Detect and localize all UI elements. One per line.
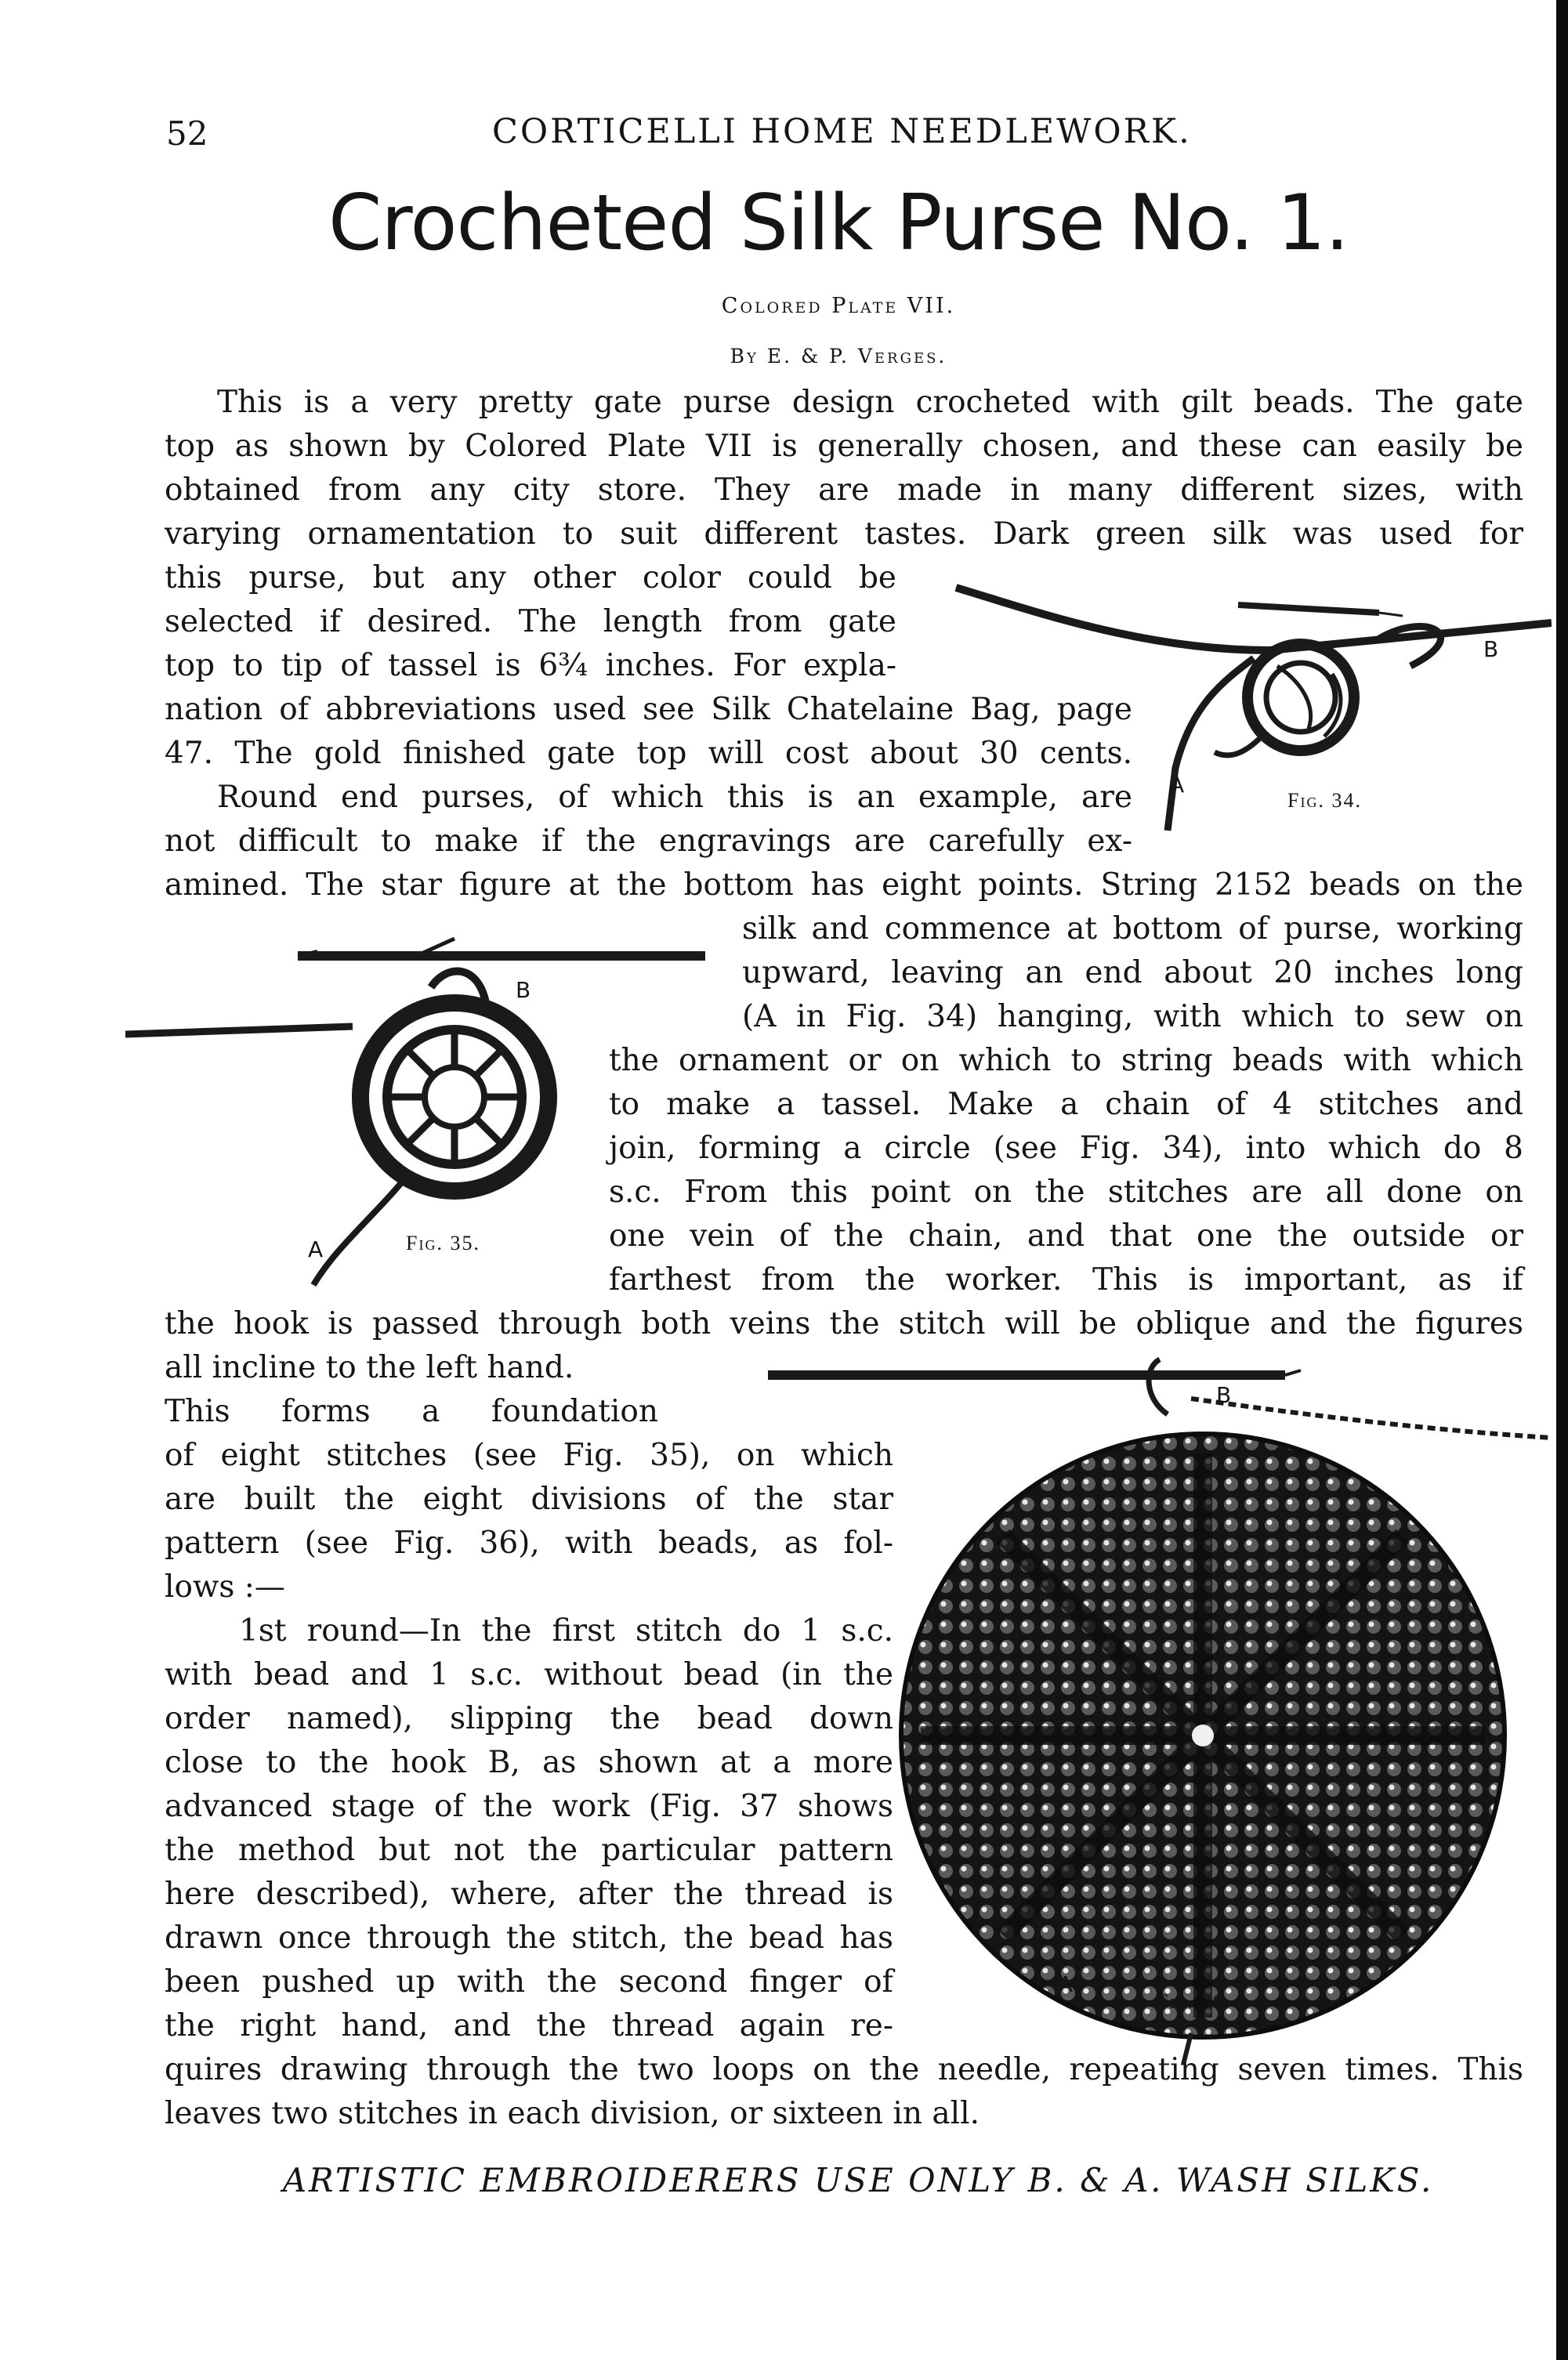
body-line: the ornament or on which to string beads with which xyxy=(609,1043,1523,1078)
fig36-label-a: A xyxy=(1058,1971,1074,1997)
body-line: farthest from the worker. This is important, as if xyxy=(609,1262,1523,1298)
footer-advertisement: ARTISTIC EMBROIDERERS USE ONLY B. & A. WASH SILKS. xyxy=(282,2161,1434,2199)
body-line: lows :— xyxy=(165,1569,285,1605)
body-line: drawn once through the stitch, the bead has xyxy=(165,1920,893,1956)
fig35-label-a: A xyxy=(308,1236,324,1262)
fig36-caption: Fig. 36. xyxy=(1157,1990,1231,2013)
page-number: 52 xyxy=(166,114,208,153)
fig34-label-a: A xyxy=(1169,772,1185,798)
fig34-caption: Fig. 34. xyxy=(1287,789,1362,812)
body-line: s.c. From this point on the stitches are all done on xyxy=(609,1175,1523,1210)
body-line: all incline to the left hand. xyxy=(165,1350,574,1385)
body-line: close to the hook B, as shown at a more xyxy=(165,1745,893,1780)
byline: By E. & P. Verges. xyxy=(730,345,947,367)
body-line: the right hand, and the thread again re- xyxy=(165,2008,893,2043)
body-line: top as shown by Colored Plate VII is generally chosen, and these can easily be xyxy=(165,429,1523,464)
body-line: This is a very pretty gate purse design crocheted with gilt beads. The gate xyxy=(217,385,1523,420)
article-title: Crocheted Silk Purse No. 1. xyxy=(328,179,1349,268)
body-line: This forms a foundation xyxy=(165,1394,658,1429)
body-line: (A in Fig. 34) hanging, with which to sew on xyxy=(742,999,1523,1034)
body-line: advanced stage of the work (Fig. 37 shows xyxy=(165,1789,893,1824)
body-line: of eight stitches (see Fig. 35), on which xyxy=(165,1438,893,1473)
body-line: with bead and 1 s.c. without bead (in the xyxy=(165,1657,893,1692)
body-line: the hook is passed through both veins the stitch will be oblique and the figures xyxy=(165,1306,1523,1341)
fig35-caption: Fig. 35. xyxy=(406,1232,480,1254)
body-line: silk and commence at bottom of purse, working xyxy=(742,911,1523,947)
body-line: nation of abbreviations used see Silk Chatelaine Bag, page xyxy=(165,692,1132,727)
fig35-label-b: B xyxy=(516,977,531,1003)
page-edge-shadow xyxy=(1556,0,1568,2360)
body-line: been pushed up with the second finger of xyxy=(165,1964,893,2000)
body-line: 47. The gold finished gate top will cost about 30 cents. xyxy=(165,736,1132,771)
body-line: pattern (see Fig. 36), with beads, as fol- xyxy=(165,1526,893,1561)
body-line: one vein of the chain, and that one the outside or xyxy=(609,1218,1523,1254)
body-line: 1st round—In the first stitch do 1 s.c. xyxy=(239,1613,893,1649)
body-line: leaves two stitches in each division, or sixteen in all. xyxy=(165,2096,980,2131)
body-line: not difficult to make if the engravings are carefully ex- xyxy=(165,823,1132,859)
fig34-label-b: B xyxy=(1483,636,1499,662)
body-line: the method but not the particular pattern xyxy=(165,1833,893,1868)
plate-reference: Colored Plate VII. xyxy=(721,294,956,318)
body-line: upward, leaving an end about 20 inches long xyxy=(742,955,1523,990)
fig36-label-b: B xyxy=(1216,1382,1232,1408)
body-line: join, forming a circle (see Fig. 34), into which do 8 xyxy=(609,1131,1523,1166)
body-line: obtained from any city store. They are made in many different sizes, with xyxy=(165,472,1523,508)
figure-34-illustration xyxy=(940,564,1552,862)
body-line: top to tip of tassel is 6¾ inches. For expla- xyxy=(165,648,896,683)
body-line: here described), where, after the thread is xyxy=(165,1877,893,1912)
body-line: this purse, but any other color could be xyxy=(165,560,896,595)
body-line: varying ornamentation to suit different tastes. Dark green silk was used for xyxy=(165,516,1523,552)
body-line: order named), slipping the bead down xyxy=(165,1701,893,1736)
body-line: selected if desired. The length from gate xyxy=(165,604,896,639)
body-line: are built the eight divisions of the star xyxy=(165,1482,893,1517)
body-line: amined. The star figure at the bottom has eight points. String 2152 beads on the xyxy=(165,867,1523,903)
figure-36-illustration xyxy=(752,1352,1555,2072)
body-line: to make a tassel. Make a chain of 4 stitches and xyxy=(609,1087,1523,1122)
running-head: CORTICELLI HOME NEEDLEWORK. xyxy=(492,112,1192,151)
body-line: Round end purses, of which this is an example, are xyxy=(217,780,1132,815)
body-line: quires drawing through the two loops on the needle, repeating seven times. This xyxy=(165,2052,1523,2087)
